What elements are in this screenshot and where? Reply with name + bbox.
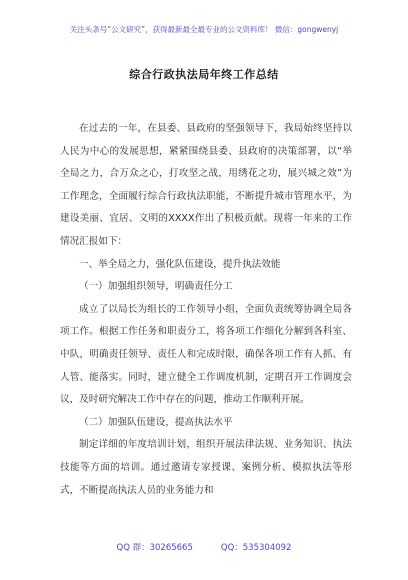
footer-contact [0, 541, 408, 553]
footer-qq-group: QQ 群：30265665 [116, 543, 193, 553]
body-paragraph: 成立了以局长为组长的工作领导小组，全面负责统筹协调全局各项工作。根据工作任务和职责分工，将各项工作细化分解到各科室、中队，明确责任领导、责任人和完成时限，确保各项工作有人抓、有人管、能落实。同时，建立健全工作调度机制，定期召开工作调度会议，及时研究解决工作中存在的问题，推动工作顺利开展。 [60, 303, 352, 406]
section-heading: 一、举全局之力，强化队伍建设，提升执法效能 [79, 258, 281, 270]
document-title: 综合行政执法局年终工作总结 [129, 68, 279, 81]
intro-paragraph: 在过去的一年，在县委、县政府的坚强领导下，我局始终坚持以人民为中心的发展思想，紧紧围绕县委、县政府的决策部署，以“举全局之力，合万众之心，打攻坚之战，用绣花之功，展兴城之效”为工作理念，全面履行综合行政执法职能，不断提升城市管理水平，为建设美丽、宜居、文明的XXXX作出了积极贡献。现将一年来的工作情况汇报如下： [60, 123, 352, 247]
footer-qq-number: QQ：535304092 [220, 543, 292, 553]
subsection-heading: （一）加强组织领导，明确责任分工 [79, 281, 233, 293]
subsection-heading: （二）加强队伍建设，提高执法水平 [79, 416, 233, 428]
top-banner: 关注头条号“公文研究”，获得最新最全最专业的公文资料库！ 微信：gongwenyj [69, 25, 339, 34]
body-paragraph: 制定详细的年度培训计划，组织开展法律法规、业务知识、执法技能等方面的培训。通过邀请专家授课、案例分析、模拟执法等形式，不断提高执法人员的业务能力和 [60, 439, 352, 496]
document-body [60, 118, 352, 502]
